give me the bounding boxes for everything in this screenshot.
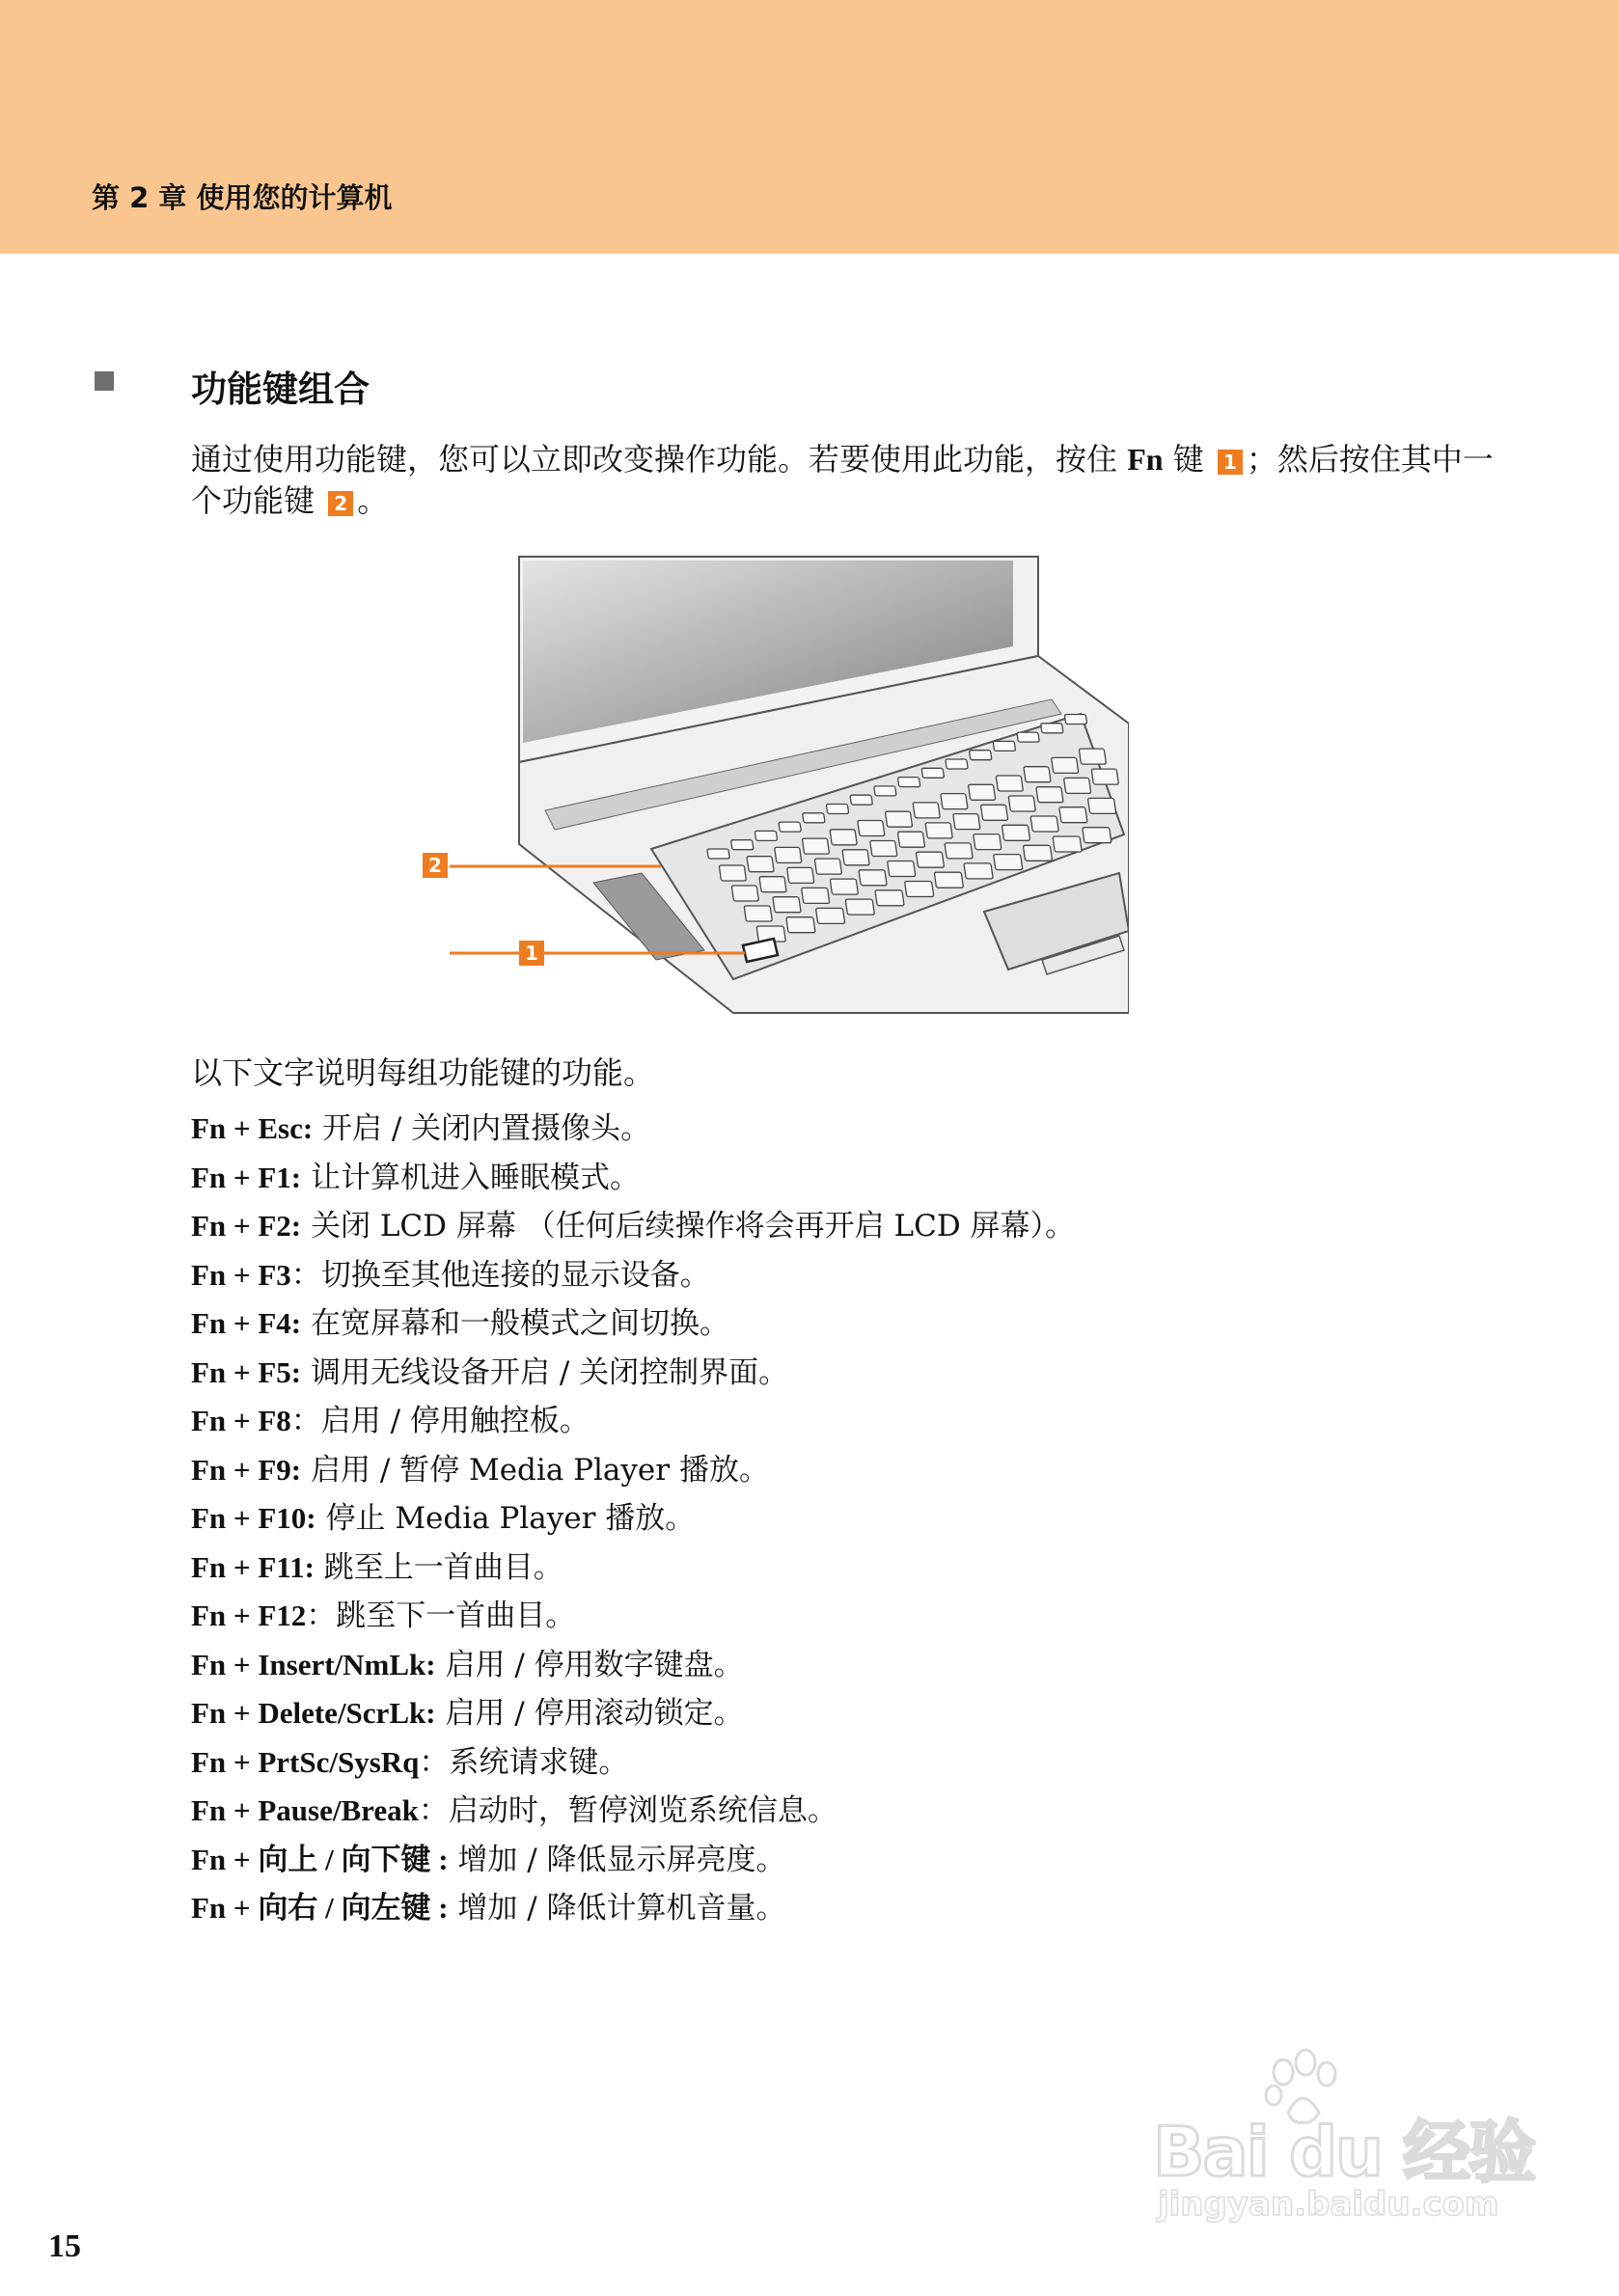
keyboard-key	[842, 850, 869, 865]
fn-combo-item	[191, 1299, 1075, 1349]
keyboard-key	[786, 917, 815, 933]
function-key	[969, 751, 991, 760]
fn-combo-item	[191, 1738, 1075, 1788]
fn-combo-key: Fn + F5:	[191, 1354, 302, 1389]
keyboard-key	[1064, 778, 1091, 793]
keyboard-key	[897, 832, 924, 847]
fn-combo-key: Fn + F12	[191, 1599, 307, 1632]
fn-combo-item	[191, 1689, 1075, 1738]
fn-combo-key: Fn + Insert/NmLk:	[191, 1647, 436, 1681]
fn-combo-description: 停止 Media Player 播放。	[316, 1501, 696, 1536]
function-key	[1064, 715, 1086, 724]
function-key	[946, 759, 968, 769]
fn-combo-key: Fn + F1:	[191, 1160, 302, 1194]
fn-combo-item	[191, 1836, 1075, 1885]
keyboard-key	[759, 877, 786, 892]
keyboard-key	[996, 776, 1023, 791]
keyboard-key	[1024, 767, 1051, 782]
keyboard-key	[744, 906, 772, 921]
fn-combo-item	[191, 1544, 1075, 1593]
keyboard-key	[913, 803, 940, 818]
keyboard-key	[1087, 798, 1115, 813]
function-key	[755, 831, 777, 840]
keyboard-key	[802, 838, 829, 854]
fn-combo-key: Fn + F2:	[191, 1209, 302, 1243]
keyboard-key	[787, 867, 814, 883]
keyboard-key	[885, 811, 912, 827]
function-key	[897, 778, 919, 787]
keyboard-key	[916, 852, 944, 867]
fn-combo-key: Fn + F3	[191, 1257, 291, 1292]
function-key	[707, 849, 729, 859]
function-key	[874, 786, 896, 796]
intro-paragraph	[191, 439, 1523, 522]
fn-combo-item	[191, 1494, 1075, 1544]
function-key	[921, 768, 944, 778]
function-key	[779, 822, 801, 832]
fn-combo-description: 启用 / 停用数字键盘。	[435, 1647, 744, 1682]
page-number: 15	[48, 2228, 81, 2264]
keyboard-key	[859, 870, 887, 886]
intro-text: ；然后按住其中一个功能键	[191, 441, 1494, 519]
watermark-brand: Bai du 经验	[1153, 2113, 1535, 2192]
fn-combo-item	[191, 1349, 1075, 1398]
section-title: 功能键组合	[191, 369, 370, 410]
keyboard-key	[980, 805, 1007, 820]
callout-badge-2: 2	[328, 491, 353, 516]
fn-combo-description: ：切换至其他连接的显示设备。	[290, 1257, 710, 1293]
callout-2	[423, 853, 448, 878]
function-key	[826, 805, 848, 814]
fn-combo-key: Fn + F8	[191, 1404, 291, 1437]
keyboard-key	[934, 872, 963, 888]
fn-combo-item	[191, 1202, 1075, 1251]
fn-combo-item	[191, 1641, 1075, 1690]
fn-combo-description: ：跳至下一首曲目。	[306, 1599, 576, 1633]
keyboard-key	[731, 886, 758, 901]
laptop-keyboard-illustration	[415, 555, 1129, 1018]
callout-1-label: 1	[525, 942, 538, 965]
keyboard-key	[1079, 749, 1106, 764]
fn-combo-key: Fn + PrtSc/SysRq	[191, 1744, 420, 1779]
keyboard-figure	[415, 555, 1129, 1018]
keyboard-key	[1053, 836, 1082, 852]
fn-combo-item	[191, 1592, 1075, 1641]
fn-key-label: Fn	[1127, 442, 1164, 477]
keyboard-key	[888, 861, 916, 877]
fn-combo-key: Fn + Delete/ScrLk:	[191, 1696, 436, 1730]
fn-combo-item	[191, 1251, 1075, 1300]
fn-combo-item	[191, 1446, 1075, 1495]
fn-combo-key: Fn + Esc:	[191, 1111, 314, 1145]
keyboard-key	[775, 847, 802, 862]
fn-combo-item	[191, 1154, 1075, 1203]
keyboard-key	[870, 841, 897, 857]
fn-combo-description: 关闭 LCD 屏幕 （任何后续操作将会再开启 LCD 屏幕）。	[301, 1209, 1076, 1244]
keyboard-key	[945, 843, 973, 859]
keyboard-key	[974, 834, 1002, 850]
callout-1	[519, 941, 544, 966]
function-key	[993, 741, 1015, 751]
fn-combo-description: 启用 / 停用滚动锁定。	[435, 1696, 744, 1731]
function-key	[731, 840, 754, 850]
fn-combo-key: Fn + F4:	[191, 1306, 302, 1340]
keyboard-key	[845, 899, 874, 915]
keyboard-key	[1052, 757, 1079, 773]
keyboard-key	[1030, 816, 1058, 832]
keyboard-key	[964, 863, 993, 879]
keyboard-key	[953, 814, 980, 830]
fn-combo-list	[191, 1105, 1075, 1933]
keyboard-key	[719, 865, 746, 881]
function-key	[850, 795, 872, 805]
keyboard-key	[814, 859, 841, 874]
keyboard-key	[802, 888, 830, 903]
keyboard-key	[1036, 787, 1063, 803]
fn-combo-description: 开启 / 关闭内置摄像头。	[313, 1111, 651, 1146]
fn-combo-key: Fn + F9:	[191, 1452, 302, 1487]
description: 以下文字说明每组功能键的功能。	[191, 1054, 655, 1091]
fn-combo-description: ：启动时，暂停浏览系统信息。	[418, 1793, 837, 1828]
section-bullet	[95, 371, 114, 391]
keyboard-key	[1008, 796, 1035, 811]
fn-combo-description: 调用无线设备开启 / 关闭控制界面。	[301, 1354, 789, 1390]
fn-combo-description: ：系统请求键。	[419, 1744, 629, 1780]
keyboard-key	[1091, 769, 1118, 784]
keyboard-key	[1002, 825, 1029, 840]
keyboard-key	[858, 821, 885, 836]
chapter-title: 第 2 章 使用您的计算机	[92, 181, 393, 214]
keyboard-key	[773, 897, 801, 913]
fn-combo-description: 让计算机进入睡眠模式。	[301, 1160, 640, 1195]
keyboard-key	[925, 823, 952, 838]
fn-combo-key: Fn + 向右 / 向左键 :	[191, 1891, 449, 1925]
baidu-watermark	[1143, 2045, 1549, 2238]
fn-combo-key: Fn + 向上 / 向下键 :	[191, 1842, 449, 1876]
fn-combo-key: Fn + F10:	[191, 1501, 316, 1535]
fn-combo-key: Fn + Pause/Break	[191, 1793, 419, 1827]
intro-text: 通过使用功能键，您可以立即改变操作功能。若要使用此功能，按住	[191, 441, 1128, 478]
fn-combo-item	[191, 1397, 1075, 1446]
keyboard-key	[994, 855, 1023, 870]
keyboard-key	[1083, 828, 1111, 843]
watermark-url: jingyan.baidu.com	[1158, 2185, 1499, 2224]
callout-badge-1: 1	[1218, 450, 1243, 475]
intro-text: 。	[357, 482, 389, 519]
fn-combo-description: 跳至上一首曲目。	[314, 1549, 563, 1585]
fn-combo-item	[191, 1787, 1075, 1836]
fn-combo-key: Fn + F11:	[191, 1549, 315, 1584]
keyboard-key	[830, 879, 858, 894]
keyboard-key	[941, 794, 968, 809]
keyboard-key	[968, 784, 995, 800]
fn-combo-description: 增加 / 降低显示屏亮度。	[448, 1842, 786, 1877]
keyboard-key	[747, 857, 774, 872]
fn-combo-item	[191, 1105, 1075, 1154]
keyboard-key	[875, 890, 904, 906]
function-key	[1017, 732, 1039, 742]
intro-text: 键	[1163, 441, 1204, 478]
keyboard-key	[830, 830, 857, 845]
keyboard-key	[815, 908, 844, 923]
keyboard-key	[1059, 807, 1087, 823]
fn-combo-item	[191, 1884, 1075, 1933]
fn-combo-description: 在宽屏幕和一般模式之间切换。	[301, 1306, 729, 1341]
keyboard-key	[905, 882, 934, 897]
fn-combo-description: 增加 / 降低计算机音量。	[448, 1891, 786, 1926]
fn-combo-description: 启用 / 暂停 Media Player 播放。	[301, 1452, 769, 1488]
function-key	[1041, 724, 1063, 733]
callout-2-label: 2	[428, 854, 442, 877]
function-key	[803, 813, 825, 823]
keyboard-key	[1023, 845, 1052, 861]
fn-combo-description: ：启用 / 停用触控板。	[290, 1404, 590, 1438]
